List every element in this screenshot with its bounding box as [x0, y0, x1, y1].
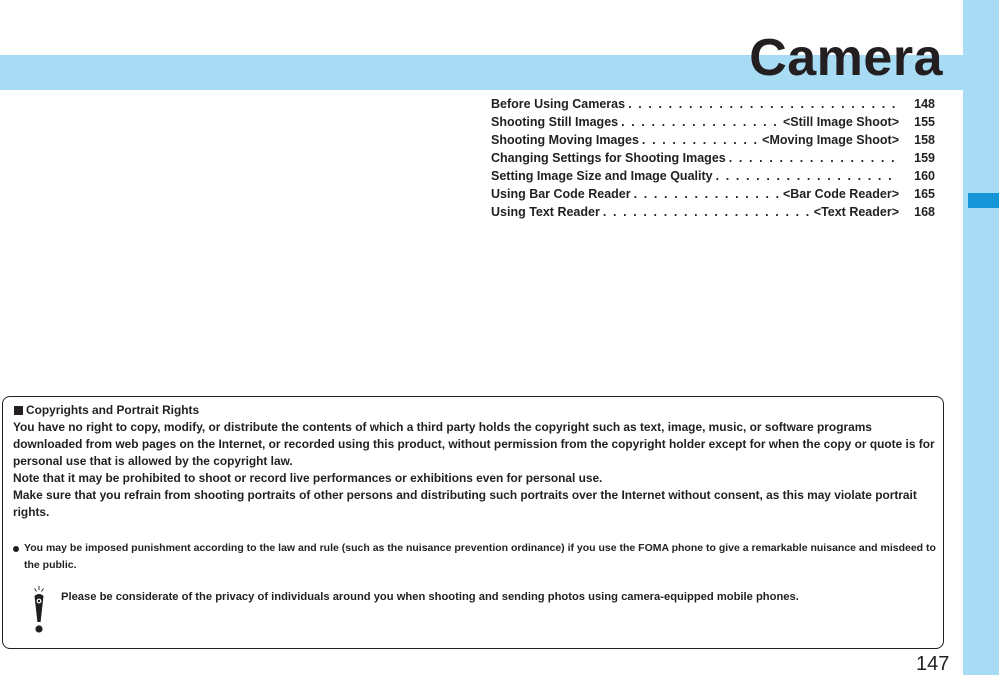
notice-heading-row	[13, 402, 938, 419]
toc-entry-tag: <Still Image Shoot>	[783, 115, 899, 129]
page-number: 147	[916, 653, 950, 675]
toc-entry-title: Shooting Still Images	[491, 115, 619, 129]
toc-entry[interactable]	[491, 203, 935, 221]
toc-entry-title: Setting Image Size and Image Quality	[491, 169, 713, 183]
toc-leader-dots	[639, 131, 759, 149]
page-title: Camera	[749, 28, 943, 87]
notice-heading: Copyrights and Portrait Rights	[26, 403, 200, 417]
toc-entry[interactable]	[491, 167, 935, 185]
side-strip	[963, 0, 999, 675]
toc-entry[interactable]	[491, 131, 935, 149]
toc-entry-page: 155	[914, 115, 935, 129]
square-bullet-icon	[14, 406, 23, 415]
toc-entry-title: Before Using Cameras	[491, 97, 626, 111]
toc-entry-title: Shooting Moving Images	[491, 133, 639, 147]
notice-body	[13, 402, 938, 521]
toc-entry-page: 168	[914, 205, 935, 219]
toc-leader-dots	[713, 167, 896, 185]
toc-entry-page: 160	[914, 169, 935, 183]
notice-bullet	[13, 540, 938, 574]
toc-leader-dots	[625, 95, 896, 113]
privacy-warning	[31, 585, 931, 635]
toc-entry-tag: <Moving Image Shoot>	[762, 133, 899, 147]
toc-entry[interactable]	[491, 95, 935, 113]
toc-leader-dots	[618, 113, 780, 131]
toc-entry-tag: <Bar Code Reader>	[782, 187, 899, 201]
bullet-dot-icon	[13, 546, 19, 552]
notice-paragraph: Make sure that you refrain from shooting portraits of other persons and distributing such portraits over the Internet without consent, as this may violate portrait rights.	[13, 488, 917, 519]
toc-entry[interactable]	[491, 185, 935, 203]
toc-entry[interactable]	[491, 113, 935, 131]
toc-entry-page: 165	[914, 187, 935, 201]
toc-leader-dots	[726, 149, 896, 167]
privacy-warning-text: Please be considerate of the privacy of individuals around you when shooting and sending photos using camera-equipped mobile phones.	[61, 591, 799, 603]
exclamation-icon	[31, 585, 47, 635]
chapter-tab	[968, 193, 999, 208]
toc-entry-page: 148	[914, 97, 935, 111]
toc-entry[interactable]	[491, 149, 935, 167]
toc-entry-page: 159	[914, 151, 935, 165]
toc-entry-title: Changing Settings for Shooting Images	[491, 151, 726, 165]
toc-entry-title: Using Text Reader	[491, 205, 600, 219]
toc-entry-tag: <Text Reader>	[813, 205, 899, 219]
toc-entry-page: 158	[914, 133, 935, 147]
notice-paragraph: You have no right to copy, modify, or distribute the contents of which a third party holds the copyright such as text, image, music, or software programs downloaded from web pages on the Internet, or recorded using this product, without permission from the copyright holder except for when the copy or quote is for personal use that is allowed by the copyright law.	[13, 420, 935, 468]
copyright-notice-box	[2, 396, 944, 649]
notice-paragraph: Note that it may be prohibited to shoot or record live performances or exhibitions even for personal use.	[13, 471, 603, 485]
table-of-contents	[491, 95, 935, 221]
toc-entry-title: Using Bar Code Reader	[491, 187, 631, 201]
toc-leader-dots	[600, 203, 811, 221]
toc-leader-dots	[631, 185, 780, 203]
notice-bullet-text: You may be imposed punishment according to the law and rule (such as the nuisance prevention ordinance) if you use the FOMA phone to give a remarkable nuisance and misdeed to the public.	[24, 542, 936, 571]
